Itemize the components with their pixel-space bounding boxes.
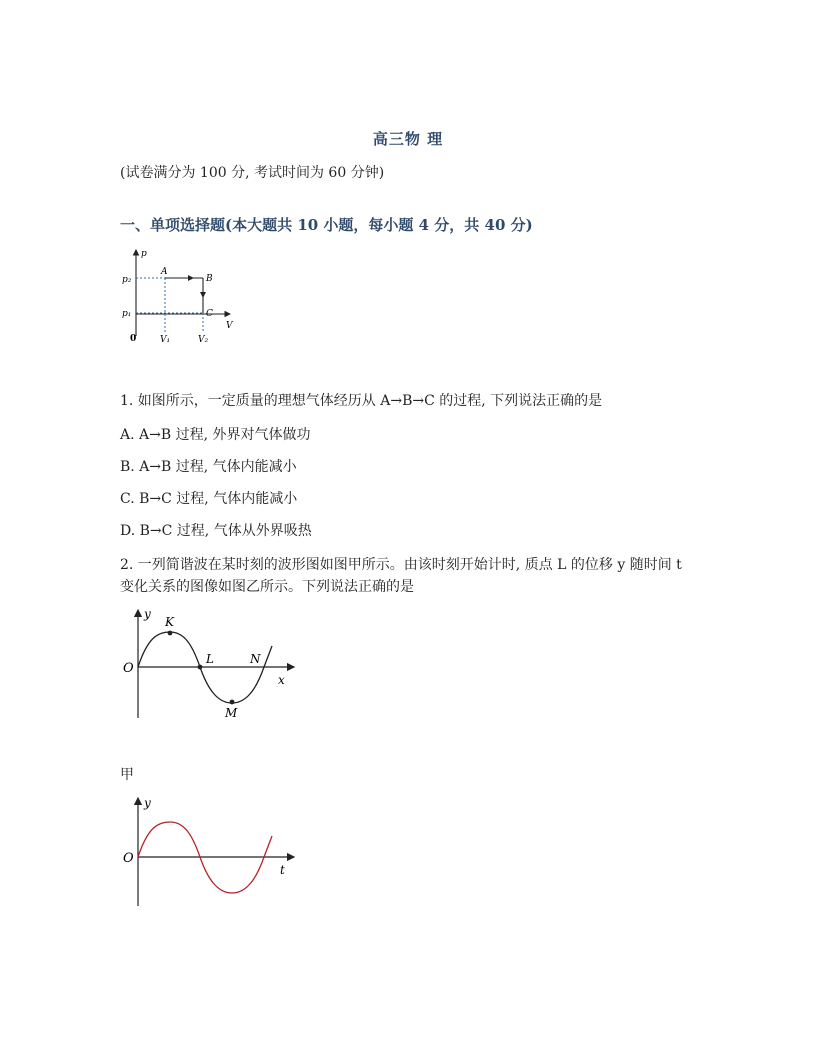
question-1-option-b[interactable]: B. A→B 过程, 气体内能减小	[120, 459, 297, 475]
pv-diagram	[118, 244, 238, 348]
question-1-option-a[interactable]: A. A→B 过程, 外界对气体做功	[120, 427, 311, 443]
v1-label: V₁	[160, 335, 171, 345]
point-k-dot	[168, 631, 173, 636]
y-axis-label: y	[144, 796, 151, 810]
y-axis-label: y	[144, 607, 151, 621]
origin-label: O	[123, 851, 134, 866]
point-l-dot	[198, 665, 203, 670]
point-c-label: C	[206, 309, 213, 319]
bc-arrow	[200, 292, 206, 298]
x-axis-label: x	[278, 673, 285, 687]
point-b-label: B	[206, 274, 213, 284]
p2-label: p₂	[122, 275, 132, 285]
origin-label: 0	[130, 334, 137, 344]
page-title: 高三物 理	[372, 130, 444, 148]
v-axis-label: V	[226, 321, 233, 331]
point-a-label: A	[161, 267, 168, 277]
wave-diagram-yi	[118, 794, 302, 910]
origin-label: O	[123, 661, 134, 676]
v2-label: V₂	[198, 335, 209, 345]
point-m-dot	[230, 700, 235, 705]
section-heading: 一、单项选择题(本大题共 10 小题，每小题 4 分，共 40 分)	[120, 216, 533, 234]
exam-info: (试卷满分为 100 分, 考试时间为 60 分钟)	[120, 165, 385, 181]
point-l-label: L	[206, 652, 214, 666]
question-2-stem: 2. 一列简谐波在某时刻的波形图如图甲所示。由该时刻开始计时, 质点 L 的位移 y 随时间 t 变化关系的图像如图乙所示。下列说法正确的是	[120, 557, 682, 595]
point-m-label: M	[225, 706, 238, 720]
question-1-stem: 1. 如图所示，一定质量的理想气体经历从 A→B→C 的过程, 下列说法正确的是	[120, 393, 603, 409]
point-k-label: K	[165, 615, 174, 629]
point-n-label: N	[250, 652, 261, 666]
t-axis-label: t	[280, 863, 285, 877]
question-1-option-c[interactable]: C. B→C 过程, 气体内能减小	[120, 491, 298, 507]
question-1-option-d[interactable]: D. B→C 过程, 气体从外界吸热	[120, 523, 312, 539]
p1-label: p₁	[122, 309, 132, 319]
wave-diagram-jia	[118, 604, 302, 726]
p-axis-label: p	[141, 249, 147, 259]
ab-arrow	[188, 275, 194, 281]
figure-caption-jia: 甲	[120, 767, 134, 783]
